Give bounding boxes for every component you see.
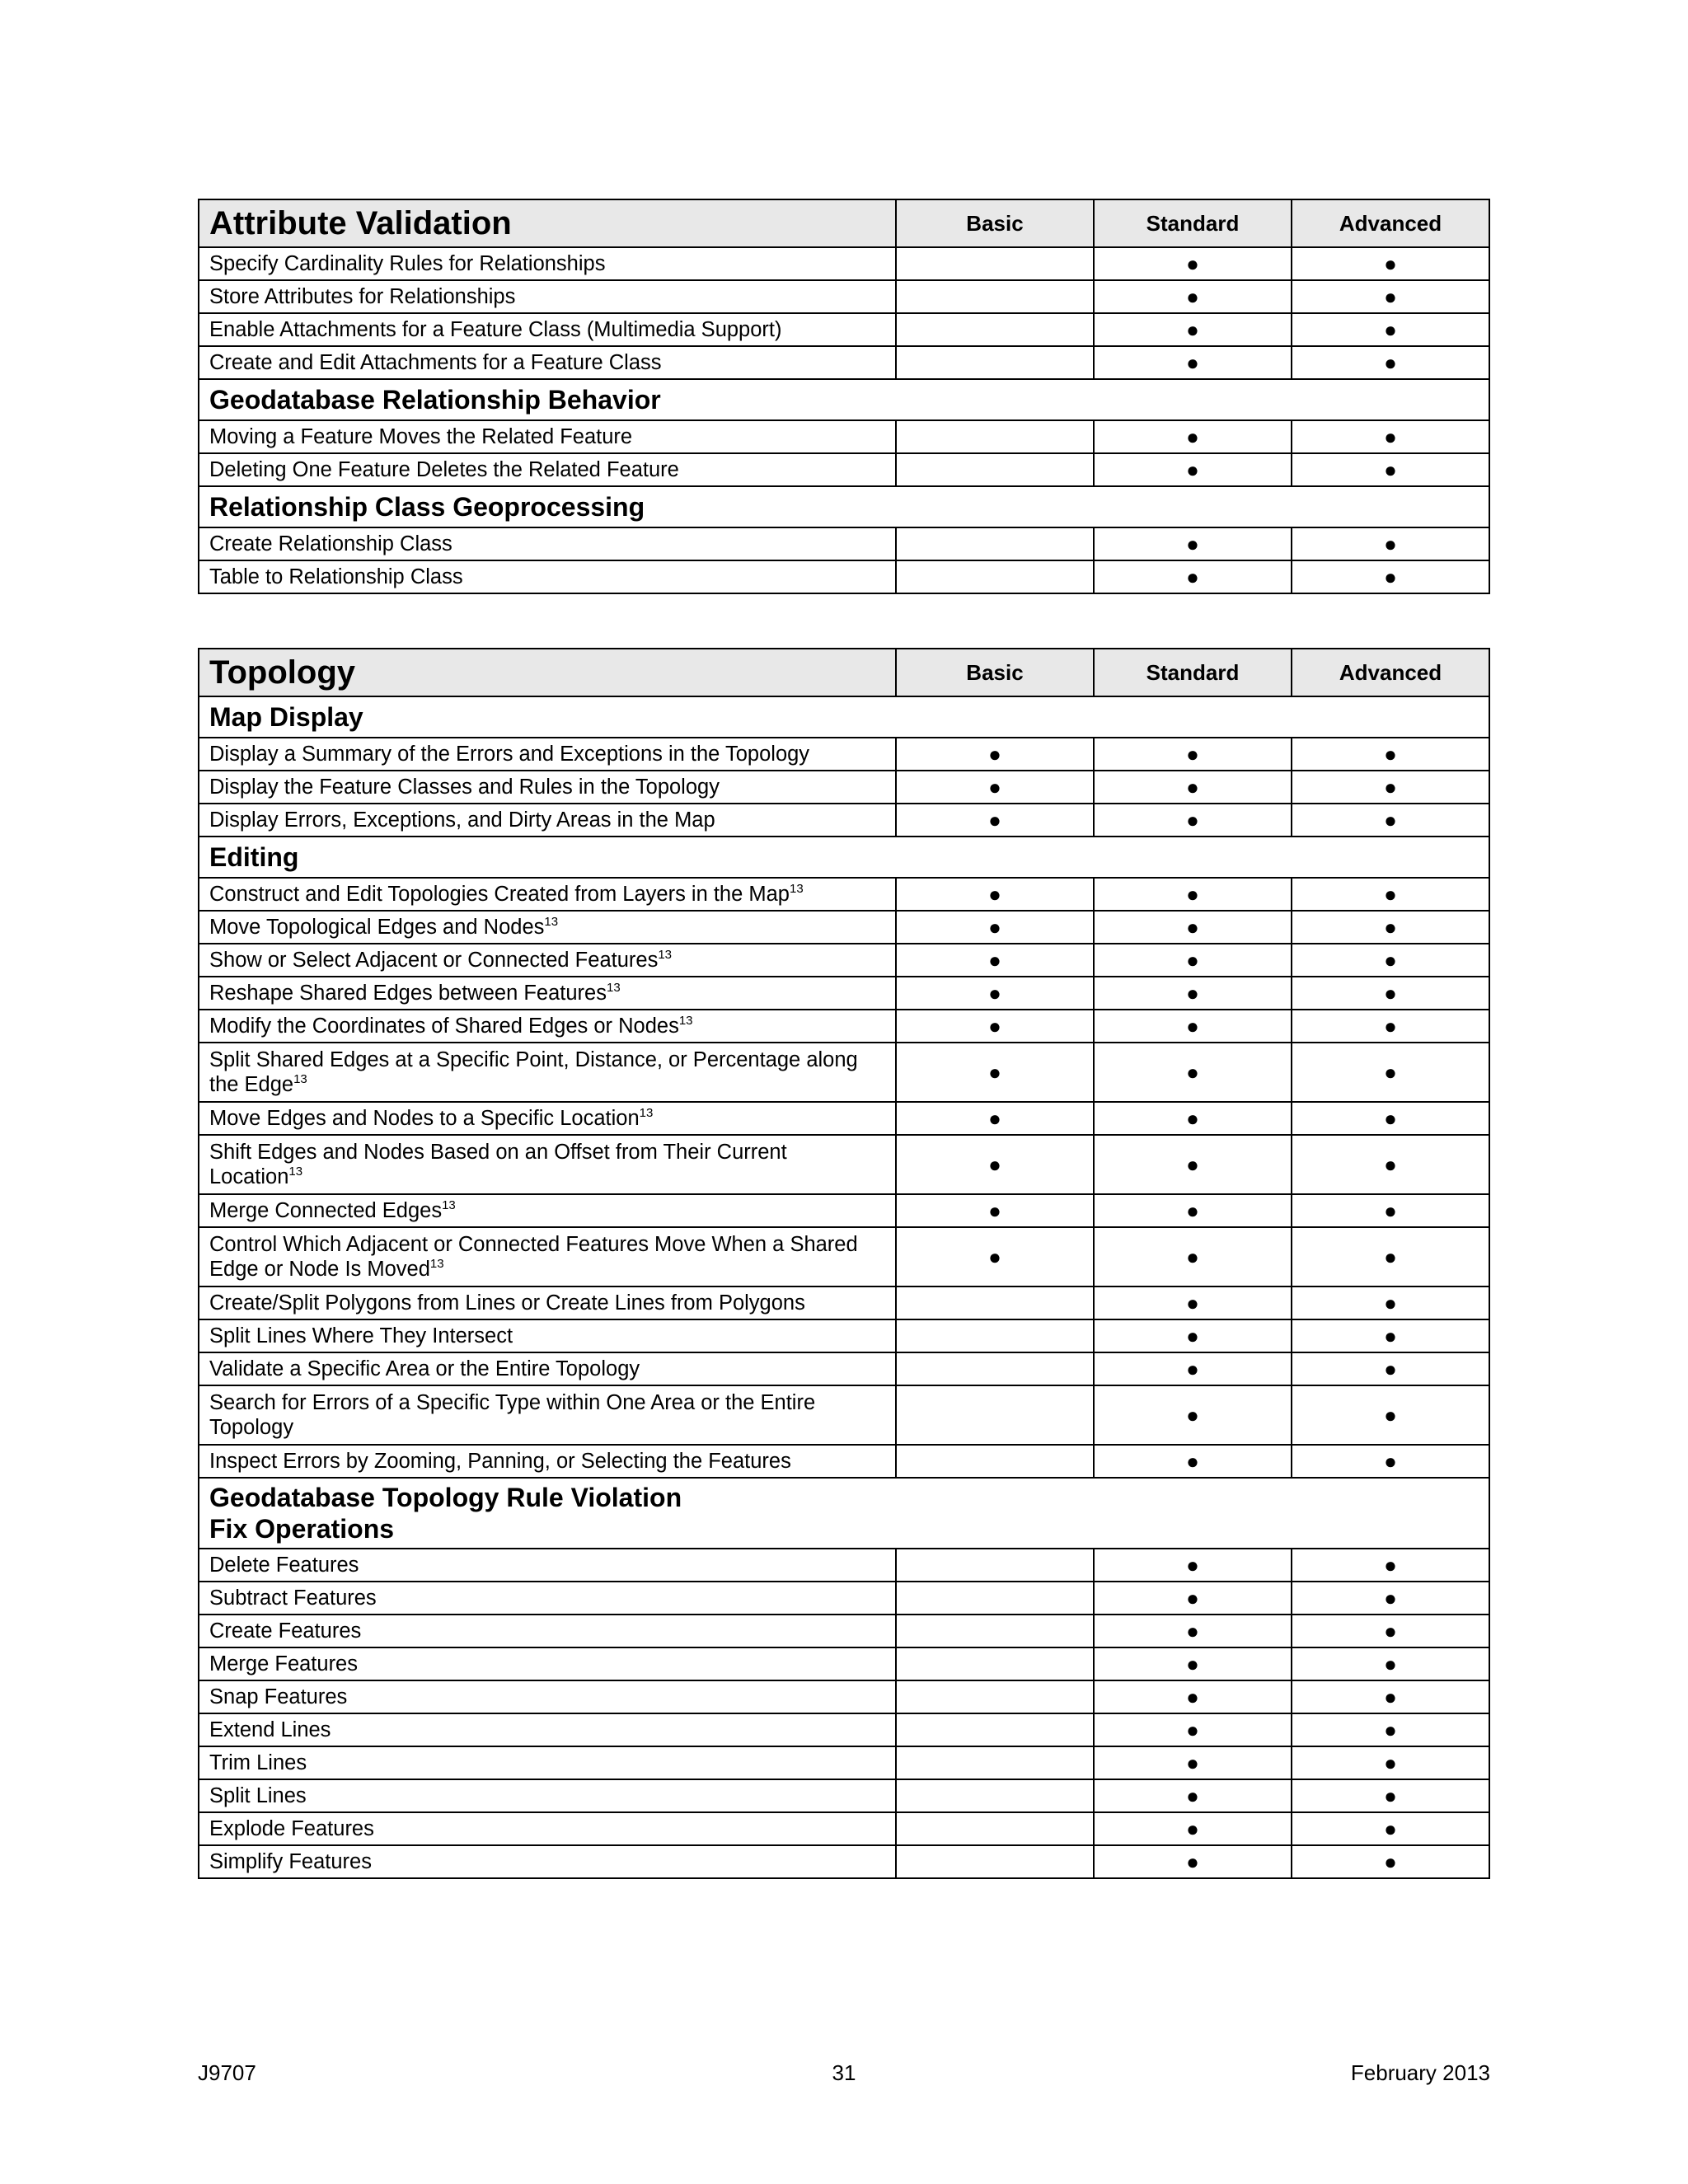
feature-name (199, 1615, 896, 1647)
footnote-ref: 13 (639, 1106, 654, 1120)
availability-basic (896, 1680, 1094, 1713)
availability-standard: ● (1094, 1680, 1292, 1713)
availability-basic (896, 1549, 1094, 1582)
availability-advanced: ● (1292, 420, 1489, 453)
feature-name (199, 1319, 896, 1352)
availability-basic (896, 280, 1094, 313)
availability-advanced: ● (1292, 453, 1489, 486)
topology-table (198, 648, 1490, 1879)
availability-basic: ● (896, 1135, 1094, 1194)
feature-label: Split Lines (209, 1784, 307, 1807)
availability-basic (896, 247, 1094, 280)
availability-advanced: ● (1292, 977, 1489, 1010)
table-row (199, 1582, 1489, 1615)
availability-advanced: ● (1292, 878, 1489, 911)
feature-label: Control Which Adjacent or Connected Features Move When a Shared Edge or Node Is Moved (209, 1233, 858, 1281)
availability-advanced: ● (1292, 1582, 1489, 1615)
availability-advanced: ● (1292, 313, 1489, 346)
availability-standard: ● (1094, 280, 1292, 313)
availability-standard: ● (1094, 804, 1292, 837)
availability-basic (896, 453, 1094, 486)
availability-advanced: ● (1292, 1680, 1489, 1713)
availability-advanced: ● (1292, 1286, 1489, 1319)
feature-name (199, 1352, 896, 1385)
feature-label: Construct and Edit Topologies Created from Layers in the Map (209, 883, 790, 906)
feature-label: Explode Features (209, 1817, 374, 1840)
section-header-line: Geodatabase Relationship Behavior (209, 385, 661, 415)
feature-name (199, 878, 896, 911)
availability-advanced: ● (1292, 1352, 1489, 1385)
availability-basic: ● (896, 1010, 1094, 1043)
feature-label: Create and Edit Attachments for a Feature Class (209, 351, 662, 374)
table-row (199, 1445, 1489, 1478)
availability-standard: ● (1094, 1615, 1292, 1647)
table-row (199, 1135, 1489, 1194)
table-row (199, 346, 1489, 379)
table-row (199, 1319, 1489, 1352)
feature-label: Create Relationship Class (209, 532, 452, 555)
feature-name (199, 1227, 896, 1286)
availability-advanced: ● (1292, 1102, 1489, 1135)
footnote-ref: 13 (607, 981, 621, 995)
table-row (199, 738, 1489, 771)
feature-name (199, 771, 896, 804)
footnote-ref: 13 (442, 1198, 456, 1212)
feature-label: Specify Cardinality Rules for Relationships (209, 252, 606, 275)
feature-label: Simplify Features (209, 1850, 372, 1873)
feature-name (199, 944, 896, 977)
table-row (199, 527, 1489, 560)
availability-basic: ● (896, 1227, 1094, 1286)
feature-label: Move Edges and Nodes to a Specific Location (209, 1107, 640, 1130)
feature-label: Move Topological Edges and Nodes (209, 916, 545, 939)
availability-standard: ● (1094, 1135, 1292, 1194)
feature-label: Show or Select Adjacent or Connected Features (209, 949, 659, 972)
feature-label: Table to Relationship Class (209, 565, 463, 588)
availability-basic: ● (896, 738, 1094, 771)
section-header (199, 379, 1489, 420)
table-row (199, 1227, 1489, 1286)
availability-advanced: ● (1292, 1746, 1489, 1779)
availability-basic (896, 420, 1094, 453)
feature-label: Inspect Errors by Zooming, Panning, or Selecting the Features (209, 1450, 791, 1473)
availability-basic (896, 346, 1094, 379)
availability-basic (896, 313, 1094, 346)
availability-basic (896, 527, 1094, 560)
availability-basic (896, 1286, 1094, 1319)
feature-label: Snap Features (209, 1685, 348, 1708)
availability-advanced: ● (1292, 560, 1489, 593)
availability-basic (896, 1746, 1094, 1779)
availability-standard: ● (1094, 247, 1292, 280)
feature-name (199, 247, 896, 280)
availability-standard: ● (1094, 560, 1292, 593)
availability-basic: ● (896, 1194, 1094, 1227)
section-header (199, 486, 1489, 527)
availability-advanced: ● (1292, 527, 1489, 560)
section-header-row (199, 486, 1489, 527)
availability-advanced: ● (1292, 1845, 1489, 1878)
feature-label: Merge Connected Edges (209, 1199, 443, 1222)
table-row (199, 1812, 1489, 1845)
feature-label: Enable Attachments for a Feature Class (Multimedia Support) (209, 318, 782, 341)
availability-standard: ● (1094, 738, 1292, 771)
availability-advanced: ● (1292, 1713, 1489, 1746)
feature-name (199, 1582, 896, 1615)
column-standard: Standard (1094, 199, 1292, 247)
availability-standard: ● (1094, 1812, 1292, 1845)
footnote-ref: 13 (658, 948, 673, 962)
feature-label: Reshape Shared Edges between Features (209, 982, 607, 1005)
availability-standard: ● (1094, 1194, 1292, 1227)
section-header-line: Editing (209, 842, 299, 872)
table-row (199, 1779, 1489, 1812)
footnote-ref: 13 (544, 915, 559, 929)
availability-basic: ● (896, 771, 1094, 804)
feature-name (199, 280, 896, 313)
table-header-row (199, 199, 1489, 247)
table-row (199, 1043, 1489, 1102)
table-row (199, 1647, 1489, 1680)
section-header-row (199, 696, 1489, 738)
availability-basic (896, 1385, 1094, 1445)
feature-label: Delete Features (209, 1554, 359, 1577)
availability-advanced: ● (1292, 1227, 1489, 1286)
section-header-line: Fix Operations (209, 1514, 395, 1544)
availability-standard: ● (1094, 1582, 1292, 1615)
availability-advanced: ● (1292, 346, 1489, 379)
section-header-row (199, 837, 1489, 878)
feature-name (199, 738, 896, 771)
feature-name (199, 420, 896, 453)
feature-name (199, 1647, 896, 1680)
feature-name (199, 1010, 896, 1043)
availability-basic (896, 560, 1094, 593)
attribute-validation-table (198, 199, 1490, 594)
availability-advanced: ● (1292, 1043, 1489, 1102)
feature-name (199, 1746, 896, 1779)
availability-basic (896, 1812, 1094, 1845)
table-row (199, 1194, 1489, 1227)
availability-standard: ● (1094, 1746, 1292, 1779)
availability-standard: ● (1094, 878, 1292, 911)
availability-standard: ● (1094, 1010, 1292, 1043)
availability-basic (896, 1779, 1094, 1812)
feature-label: Search for Errors of a Specific Type within One Area or the Entire Topology (209, 1391, 816, 1439)
feature-label: Create Features (209, 1619, 362, 1643)
feature-name (199, 1680, 896, 1713)
availability-standard: ● (1094, 1445, 1292, 1478)
feature-label: Modify the Coordinates of Shared Edges or Nodes (209, 1015, 679, 1038)
column-basic: Basic (896, 649, 1094, 696)
availability-advanced: ● (1292, 1385, 1489, 1445)
availability-standard: ● (1094, 1713, 1292, 1746)
availability-standard: ● (1094, 453, 1292, 486)
feature-label: Deleting One Feature Deletes the Related Feature (209, 458, 679, 481)
column-standard: Standard (1094, 649, 1292, 696)
availability-basic: ● (896, 1043, 1094, 1102)
section-header-line: Map Display (209, 702, 363, 732)
feature-label: Merge Features (209, 1652, 358, 1675)
availability-standard: ● (1094, 771, 1292, 804)
footer-date: February 2013 (1350, 2060, 1490, 2085)
availability-advanced: ● (1292, 944, 1489, 977)
table-row (199, 1713, 1489, 1746)
feature-label: Display Errors, Exceptions, and Dirty Areas in the Map (209, 808, 715, 832)
availability-standard: ● (1094, 1227, 1292, 1286)
availability-standard: ● (1094, 1647, 1292, 1680)
table-row (199, 878, 1489, 911)
table-row (199, 420, 1489, 453)
table-row (199, 453, 1489, 486)
availability-advanced: ● (1292, 911, 1489, 944)
availability-advanced: ● (1292, 1779, 1489, 1812)
availability-standard: ● (1094, 911, 1292, 944)
table-row (199, 1010, 1489, 1043)
feature-name (199, 1135, 896, 1194)
feature-name (199, 977, 896, 1010)
section-header-row (199, 1478, 1489, 1549)
column-advanced: Advanced (1292, 199, 1489, 247)
section-header (199, 696, 1489, 738)
availability-advanced: ● (1292, 771, 1489, 804)
availability-standard: ● (1094, 1319, 1292, 1352)
availability-basic: ● (896, 804, 1094, 837)
availability-standard: ● (1094, 1549, 1292, 1582)
table-title: Topology (199, 649, 896, 696)
availability-standard: ● (1094, 1845, 1292, 1878)
feature-label: Create/Split Polygons from Lines or Create Lines from Polygons (209, 1291, 805, 1315)
availability-standard: ● (1094, 313, 1292, 346)
section-header (199, 837, 1489, 878)
feature-name (199, 1102, 896, 1135)
availability-basic: ● (896, 944, 1094, 977)
availability-standard: ● (1094, 1352, 1292, 1385)
availability-basic (896, 1845, 1094, 1878)
table-body (199, 247, 1489, 593)
table-row (199, 1549, 1489, 1582)
availability-basic: ● (896, 911, 1094, 944)
availability-advanced: ● (1292, 280, 1489, 313)
feature-label: Split Shared Edges at a Specific Point, Distance, or Percentage along the Edge (209, 1048, 858, 1096)
section-header-row (199, 379, 1489, 420)
table-row (199, 944, 1489, 977)
feature-name (199, 346, 896, 379)
availability-advanced: ● (1292, 1549, 1489, 1582)
feature-name (199, 1385, 896, 1445)
footnote-ref: 13 (288, 1165, 303, 1179)
feature-label: Split Lines Where They Intersect (209, 1324, 513, 1347)
table-row (199, 977, 1489, 1010)
availability-basic (896, 1582, 1094, 1615)
table-row (199, 1385, 1489, 1445)
footnote-ref: 13 (678, 1014, 693, 1028)
table-title: Attribute Validation (199, 199, 896, 247)
feature-label: Display the Feature Classes and Rules in the Topology (209, 776, 720, 799)
feature-name (199, 804, 896, 837)
feature-label: Shift Edges and Nodes Based on an Offset from Their Current Location (209, 1141, 787, 1188)
footnote-ref: 13 (790, 882, 804, 896)
feature-label: Store Attributes for Relationships (209, 285, 516, 308)
availability-basic (896, 1615, 1094, 1647)
availability-standard: ● (1094, 1286, 1292, 1319)
feature-name (199, 313, 896, 346)
section-header (199, 1478, 1489, 1549)
availability-basic (896, 1445, 1094, 1478)
availability-standard: ● (1094, 420, 1292, 453)
table-row (199, 280, 1489, 313)
availability-advanced: ● (1292, 1647, 1489, 1680)
table-header-row (199, 649, 1489, 696)
table-row (199, 247, 1489, 280)
feature-name (199, 1194, 896, 1227)
availability-advanced: ● (1292, 738, 1489, 771)
feature-name (199, 1549, 896, 1582)
feature-label: Validate a Specific Area or the Entire Topology (209, 1357, 640, 1380)
availability-advanced: ● (1292, 1135, 1489, 1194)
table-row (199, 804, 1489, 837)
availability-advanced: ● (1292, 804, 1489, 837)
feature-name (199, 1286, 896, 1319)
feature-name (199, 1779, 896, 1812)
availability-basic: ● (896, 977, 1094, 1010)
availability-advanced: ● (1292, 1010, 1489, 1043)
table-row (199, 911, 1489, 944)
table-row (199, 1845, 1489, 1878)
availability-advanced: ● (1292, 1319, 1489, 1352)
availability-standard: ● (1094, 977, 1292, 1010)
footer-page-number: 31 (832, 2060, 856, 2085)
table-row (199, 1102, 1489, 1135)
availability-basic (896, 1352, 1094, 1385)
availability-standard: ● (1094, 1385, 1292, 1445)
table-row (199, 1615, 1489, 1647)
feature-label: Trim Lines (209, 1751, 307, 1774)
feature-label: Subtract Features (209, 1586, 377, 1610)
availability-advanced: ● (1292, 1194, 1489, 1227)
feature-label: Extend Lines (209, 1718, 331, 1741)
feature-name (199, 1812, 896, 1845)
table-row (199, 1746, 1489, 1779)
availability-basic: ● (896, 1102, 1094, 1135)
feature-name (199, 527, 896, 560)
footnote-ref: 13 (293, 1072, 307, 1086)
availability-standard: ● (1094, 1043, 1292, 1102)
table-row (199, 1286, 1489, 1319)
availability-advanced: ● (1292, 1812, 1489, 1845)
feature-label: Moving a Feature Moves the Related Feature (209, 425, 633, 448)
column-advanced: Advanced (1292, 649, 1489, 696)
table-row (199, 1680, 1489, 1713)
feature-name (199, 1445, 896, 1478)
table-row (199, 313, 1489, 346)
section-header-line: Geodatabase Topology Rule Violation (209, 1483, 682, 1512)
column-basic: Basic (896, 199, 1094, 247)
availability-standard: ● (1094, 346, 1292, 379)
section-header-line: Relationship Class Geoprocessing (209, 492, 645, 522)
feature-label: Display a Summary of the Errors and Exceptions in the Topology (209, 743, 810, 766)
availability-standard: ● (1094, 944, 1292, 977)
footnote-ref: 13 (429, 1257, 444, 1271)
feature-name (199, 1713, 896, 1746)
table-row (199, 1352, 1489, 1385)
availability-advanced: ● (1292, 1445, 1489, 1478)
feature-name (199, 453, 896, 486)
availability-advanced: ● (1292, 247, 1489, 280)
table-body (199, 696, 1489, 1878)
availability-standard: ● (1094, 1779, 1292, 1812)
footer-document-id: J9707 (198, 2060, 256, 2085)
availability-basic (896, 1647, 1094, 1680)
availability-basic (896, 1713, 1094, 1746)
feature-name (199, 560, 896, 593)
feature-name (199, 1845, 896, 1878)
table-row (199, 771, 1489, 804)
feature-name (199, 911, 896, 944)
table-row (199, 560, 1489, 593)
availability-advanced: ● (1292, 1615, 1489, 1647)
availability-standard: ● (1094, 1102, 1292, 1135)
feature-name (199, 1043, 896, 1102)
availability-standard: ● (1094, 527, 1292, 560)
availability-basic: ● (896, 878, 1094, 911)
availability-basic (896, 1319, 1094, 1352)
